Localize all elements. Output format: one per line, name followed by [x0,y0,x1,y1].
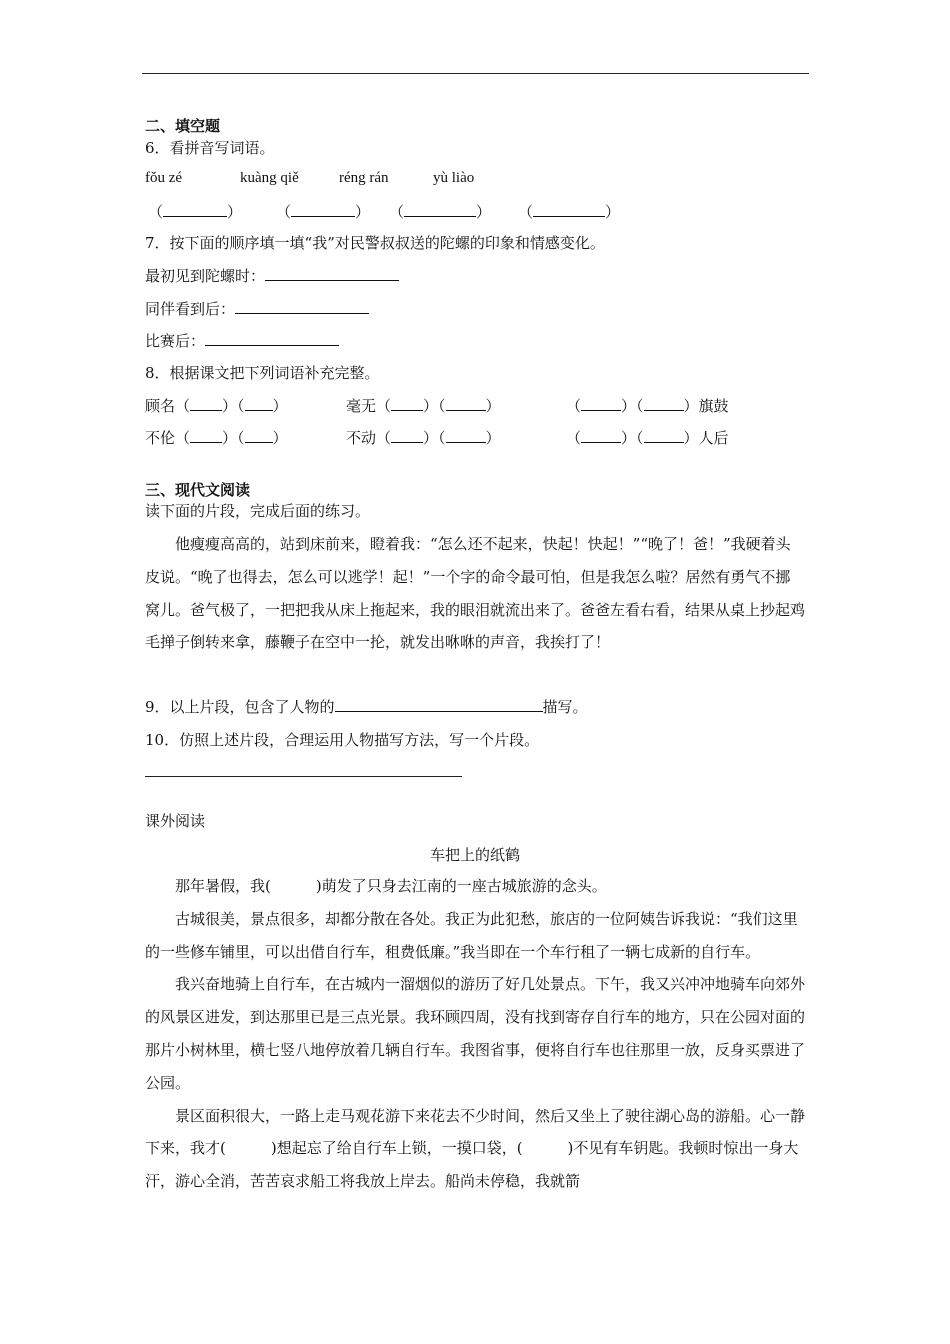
reading-passage [145,528,805,659]
q8-r1-c2[interactable]: 毫无（ ）（ ） [346,397,501,415]
q7-item-2 [145,299,369,319]
section3-instruction: 读下面的片段，完成后面的练习。 [145,502,371,520]
q8-r1-c1[interactable]: 顾名（ ）（ ） [145,397,288,415]
story-paragraph-1: 那年暑假，我( )萌发了只身去江南的一座古城旅游的念头。 [175,877,607,895]
q8-prompt: 8．根据课文把下列词语补充完整。 [145,364,380,382]
q7-prompt: 7．按下面的顺序填一填“我”对民警叔叔送的陀螺的印象和情感变化。 [145,234,605,252]
story-paragraph-4: 景区面积很大，一路上走马观花游下来花去不少时间，然后又坐上了驶往湖心岛的游船。心一静下来，我才( )想起忘了给自行车上锁，一摸口袋，( )不见有车钥匙。我顿时惊出一身大汗，游心全消，苦苦哀求船工将我放上岸去。船尚未停稳，我就箭 [145,1106,806,1191]
q8-word: 不动 [346,429,377,447]
q7-blank-3[interactable] [205,331,339,346]
section3-heading: 三、现代文阅读 [145,481,251,499]
q7-item-1-label: 最初见到陀螺时： [145,267,266,285]
header-rule [142,73,809,74]
passage-text: 他瘦瘦高高的，站到床前来，瞪着我：“怎么还不起来，快起！快起！”“晚了！爸！”我硬着头皮说。“晚了也得去，怎么可以逃学！起！”一个字的命令最可怕，但是我怎么啦？居然有勇气不挪窝儿。爸气极了，一把把我从床上拖起来，我的眼泪就流出来了。爸爸左看右看，结果从桌上抄起鸡毛掸子倒转来拿，藤鞭子在空中一抡，就发出咻咻的声音，我挨打了！ [145,535,806,652]
pinyin-2: kuàng qiě [240,170,299,186]
extra-label: 课外阅读 [145,812,206,830]
q8-r1-c3[interactable]: （ ）（ ）旗鼓 [566,397,729,415]
section2-heading: 二、填空题 [145,117,221,135]
q10-answer-line[interactable] [145,776,462,777]
pinyin-3: réng rán [339,170,389,186]
q9-suffix: 描写。 [542,698,588,716]
q10: 10．仿照上述片段，合理运用人物描写方法，写一个片段。 [145,731,540,749]
q7-item-1 [145,266,399,286]
q8-r2-c3[interactable]: （ ）（ ）人后 [566,429,729,447]
q7-item-3 [145,331,339,351]
answer-blank-4[interactable]: （ ） [518,203,621,221]
q9 [145,697,588,717]
q7-blank-1[interactable] [265,266,399,281]
q8-r2-c1[interactable]: 不伦（ ）（ ） [145,429,288,447]
answer-blank-1[interactable]: （ ） [148,203,243,221]
q7-item-3-label: 比赛后： [145,332,206,350]
story-paragraph-3: 我兴奋地骑上自行车，在古城内一溜烟似的游历了好几处景点。下午，我又兴冲冲地骑车向郊外的风景区进发，到达那里已是三点光景。我环顾四周，没有找到寄存自行车的地方，只在公园对面的那片小树林里，横七竖八地停放着几辆自行车。我图省事，便将自行车也往那里一放，反身买票进了公园。 [145,975,806,1092]
q8-word: 不伦 [145,429,176,447]
q6-prompt: 6．看拼音写词语。 [145,139,275,157]
story-title: 车把上的纸鹤 [429,846,520,864]
q7-blank-2[interactable] [235,299,369,314]
q8-word: 旗鼓 [698,397,729,415]
q8-word: 毫无 [346,397,377,415]
q7-item-2-label: 同伴看到后： [145,300,236,318]
story-paragraph-2: 古城很美，景点很多，却都分散在各处。我正为此犯愁，旅店的一位阿姨告诉我说：“我们这里的一些修车铺里，可以出借自行车，租费低廉。”我当即在一个车行租了一辆七成新的自行车。 [145,909,798,961]
q9-blank[interactable] [335,697,543,712]
q8-word: 人后 [698,429,729,447]
q8-r2-c2[interactable]: 不动（ ）（ ） [346,429,501,447]
answer-blank-2[interactable]: （ ） [276,203,371,221]
q8-word: 顾名 [145,397,176,415]
answer-blank-3[interactable]: （ ） [389,203,492,221]
pinyin-4: yù liào [433,170,475,186]
pinyin-1: fǒu zé [145,170,183,186]
story-body [145,870,805,1198]
q9-prefix: 9．以上片段，包含了人物的 [145,698,335,716]
